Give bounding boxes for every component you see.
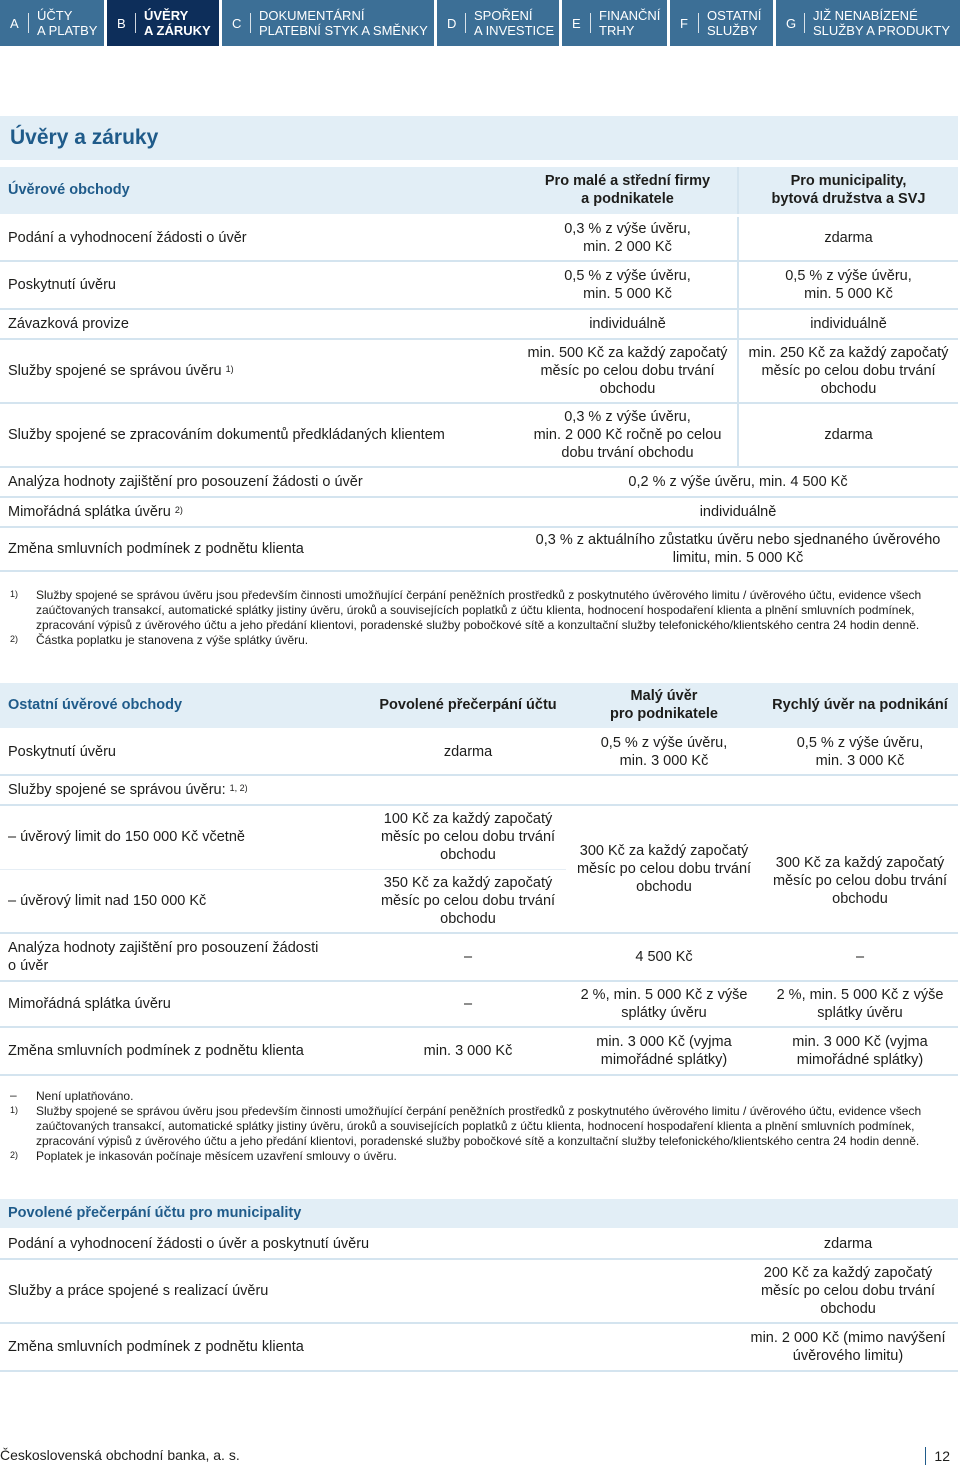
- tab-letter: D: [447, 15, 457, 31]
- tab-divider: [250, 13, 251, 33]
- column-header: Pro malé a střední firmy a podnikatele: [544, 173, 711, 208]
- page-number-text: 12: [934, 1448, 950, 1464]
- cell-value: 2 %, min. 5 000 Kč z výše splátky úvěru: [580, 987, 748, 1021]
- cell-value: min. 250 Kč za každý započatý měsíc po celou dobu trvání obchodu: [738, 339, 958, 403]
- table-row: [0, 527, 958, 571]
- table-row: [0, 805, 958, 869]
- tab-letter: A: [10, 15, 19, 31]
- tab-letter: F: [680, 15, 688, 31]
- table-row: [0, 1323, 958, 1371]
- row-label: – úvěrový limit nad 150 000 Kč: [8, 892, 207, 909]
- cell-value: min. 500 Kč za každý započatý měsíc po celou dobu trvání obchodu: [527, 345, 728, 397]
- footnote-mark: 2): [10, 1150, 19, 1160]
- table-header-row: [0, 1199, 958, 1229]
- tab-sporeni-a-investice[interactable]: [437, 0, 559, 46]
- top-navigation: [0, 0, 960, 46]
- cell-value: 0,5 % z výše úvěru, min. 3 000 Kč: [796, 735, 924, 770]
- footnote: [10, 1104, 930, 1149]
- row-label: Poskytnutí úvěru: [8, 744, 116, 761]
- row-label: Analýza hodnoty zajištění pro posouzení žádosti o úvěr: [8, 474, 363, 490]
- cell-value: 350 Kč za každý započatý měsíc po celou dobu trvání obchodu: [380, 874, 556, 927]
- tab-ucty-a-platby[interactable]: [0, 0, 104, 46]
- footnote: [10, 1089, 930, 1104]
- cell-value: min. 3 000 Kč: [423, 1043, 513, 1059]
- footnotes: [10, 1089, 930, 1164]
- column-header: Rychlý úvěr na podnikání: [772, 697, 948, 714]
- tab-divider: [28, 13, 29, 33]
- table-header-row: [0, 167, 958, 215]
- table-row: [0, 339, 958, 403]
- row-label: Analýza hodnoty zajištění pro posouzení žádosti o úvěr: [8, 940, 319, 974]
- cell-value: 300 Kč za každý započatý měsíc po celou dobu trvání obchodu: [576, 843, 752, 895]
- footnote-text: Služby spojené se správou úvěru jsou především činnosti umožňující čerpání peněžních prostředků z poskytnutého úvěrového limitu / úvěrového účtu, evidence všech zaúčtovaných transakcí, automatické splátky jistiny úvěru, úroků a souvisejících poplatků z účtu klienta, hodnocení hospodaření klienta a plnění smluvních podmínek, zpracování výpisů z úvěrového účtu a jeho předání klientovi, poradenské služby pobočkové sítě a konzultační služby telefonického/klientského centra 24 hodin denně.: [36, 588, 922, 632]
- table-row: [0, 1229, 958, 1259]
- cell-value: 0,3 % z aktuálního zůstatku úvěru nebo sjednaného úvěrového limitu, min. 5 000 Kč: [535, 532, 941, 566]
- row-label: Služby spojené se zpracováním dokumentů předkládaných klientem: [8, 427, 445, 443]
- cell-value: 100 Kč za každý započatý měsíc po celou dobu trvání obchodu: [380, 811, 556, 864]
- row-label: Podání a vyhodnocení žádosti o úvěr a poskytnutí úvěru: [8, 1236, 370, 1253]
- footnote-text: Není uplatňováno.: [36, 1089, 134, 1103]
- column-header: Úvěrové obchody: [8, 182, 130, 199]
- cell-value: min. 2 000 Kč (mimo navýšení úvěrového limitu): [750, 1330, 946, 1364]
- row-label: Mimořádná splátka úvěru: [8, 996, 171, 1012]
- row-label-text: Mimořádná splátka úvěru: [8, 504, 171, 520]
- table-row: [0, 981, 958, 1027]
- cell-value: individuálně: [699, 504, 777, 520]
- column-header: Ostatní úvěrové obchody: [8, 697, 183, 714]
- table-row: [0, 1259, 958, 1323]
- divider: [925, 1447, 926, 1465]
- tab-letter: G: [786, 15, 797, 31]
- column-header: Pro municipality, bytová družstva a SVJ: [738, 167, 958, 215]
- footnote-mark: 2): [10, 634, 19, 644]
- cell-value: zdarma: [823, 1236, 873, 1253]
- row-label: [0, 775, 958, 805]
- cell-value: zdarma: [443, 744, 493, 761]
- tab-financni-trhy[interactable]: [562, 0, 667, 46]
- tab-dokumentarni-platebni-styk[interactable]: [222, 0, 434, 46]
- row-label: Závazková provize: [8, 316, 129, 332]
- tab-label: SPOŘENÍ A INVESTICE: [474, 8, 555, 38]
- tab-uvery-a-zaruky[interactable]: [107, 0, 219, 46]
- footnote-text: Částka poplatku je stanovena z výše splátky úvěru.: [36, 633, 309, 647]
- loan-fees-table: [0, 167, 958, 572]
- row-label: Služby a práce spojené s realizací úvěru: [8, 1283, 269, 1299]
- cell-value: –: [463, 996, 473, 1012]
- table-header-row: [0, 683, 958, 729]
- footnote-mark: 1): [10, 589, 19, 599]
- tab-jiz-nenabizene[interactable]: [776, 0, 960, 46]
- cell-value: 0,3 % z výše úvěru, min. 2 000 Kč: [564, 221, 691, 256]
- row-label: – úvěrový limit do 150 000 Kč včetně: [8, 829, 245, 846]
- table-row: [0, 261, 958, 309]
- footnote: [10, 588, 930, 633]
- cell-value: 200 Kč za každý započatý měsíc po celou dobu trvání obchodu: [760, 1265, 936, 1317]
- tab-letter: B: [117, 15, 126, 31]
- page-title: Úvěry a záruky: [0, 116, 958, 160]
- table-row: [0, 497, 958, 527]
- footnote-mark: 1): [10, 1105, 19, 1115]
- tab-label: JIŽ NENABÍZENÉ SLUŽBY A PRODUKTY: [813, 8, 951, 38]
- cell-value: 2 %, min. 5 000 Kč z výše splátky úvěru: [776, 987, 944, 1021]
- cell-value: 300 Kč za každý započatý měsíc po celou dobu trvání obchodu: [772, 855, 948, 907]
- table-row: [0, 467, 958, 497]
- footer-brand: Československá obchodní banka, a. s.: [0, 1447, 240, 1463]
- footnote: [10, 633, 930, 648]
- table-row: [0, 775, 958, 805]
- cell-value: 0,5 % z výše úvěru, min. 5 000 Kč: [738, 261, 958, 309]
- row-label-text: Služby spojené se správou úvěru:: [8, 782, 226, 798]
- footnotes: [10, 588, 930, 648]
- table-row: [0, 729, 958, 775]
- row-label: Změna smluvních podmínek z podnětu klienta: [8, 541, 304, 557]
- cell-value: –: [855, 949, 865, 965]
- row-label: Poskytnutí úvěru: [8, 277, 116, 293]
- tab-divider: [135, 13, 136, 33]
- cell-value: individuálně: [738, 309, 958, 339]
- footnote-text: Služby spojené se správou úvěru jsou především činnosti umožňující čerpání peněžních prostředků z poskytnutého úvěrového limitu / úvěrového účtu, evidence všech zaúčtovaných transakcí, automatické splátky jistiny úvěru, úroků a souvisejících poplatků z účtu klienta, hodnocení hospodaření klienta a plnění smluvních podmínek, zpracování výpisů z úvěrového účtu a jeho předání klientovi, poradenské služby pobočkové sítě a konzultační služby telefonického/klientského centra 24 hodin denně.: [36, 1104, 922, 1148]
- footnote-ref: 1, 2): [229, 783, 248, 793]
- cell-value: 4 500 Kč: [635, 949, 693, 965]
- cell-value: 0,5 % z výše úvěru, min. 3 000 Kč: [600, 735, 728, 770]
- tab-label: ÚVĚRY A ZÁRUKY: [144, 8, 211, 38]
- row-label-text: Služby spojené se správou úvěru: [8, 363, 222, 379]
- table-row: [0, 309, 958, 339]
- row-label: Podání a vyhodnocení žádosti o úvěr: [8, 230, 247, 247]
- cell-value: individuálně: [589, 316, 666, 332]
- footnote-mark: –: [10, 1088, 17, 1102]
- footnote-ref: 1): [225, 364, 234, 374]
- tab-letter: E: [572, 15, 581, 31]
- table-row: [0, 215, 958, 261]
- cell-value: 0,5 % z výše úvěru, min. 5 000 Kč: [564, 268, 691, 302]
- cell-value: min. 3 000 Kč (vyjma mimořádné splátky): [792, 1034, 928, 1068]
- tab-divider: [698, 13, 699, 33]
- column-header: Povolené přečerpání účtu pro municipality: [8, 1205, 302, 1222]
- tab-label: DOKUMENTÁRNÍ PLATEBNÍ STYK A SMĚNKY: [259, 8, 428, 38]
- tab-label: ÚČTY A PLATBY: [37, 8, 98, 38]
- other-loans-table: [0, 683, 958, 1076]
- footnote-text: Poplatek je inkasován počínaje měsícem uzavření smlouvy o úvěru.: [36, 1149, 397, 1163]
- cell-value: 0,3 % z výše úvěru, min. 2 000 Kč ročně po celou dobu trvání obchodu: [533, 409, 722, 461]
- municipality-overdraft-table: [0, 1199, 958, 1372]
- tab-divider: [590, 13, 591, 33]
- tab-label: FINANČNÍ TRHY: [599, 8, 661, 38]
- column-header: Povolené přečerpání účtu: [379, 697, 557, 714]
- tab-label: OSTATNÍ SLUŽBY: [707, 8, 762, 38]
- cell-value: min. 3 000 Kč (vyjma mimořádné splátky): [596, 1034, 732, 1068]
- row-label: Změna smluvních podmínek z podnětu klienta: [8, 1339, 304, 1355]
- page-number: [925, 1447, 950, 1465]
- row-label: [0, 339, 518, 403]
- footnote-ref: 2): [174, 505, 183, 515]
- tab-ostatni-sluzby[interactable]: [670, 0, 773, 46]
- column-header: Malý úvěr pro podnikatele: [610, 688, 718, 723]
- tab-divider: [465, 13, 466, 33]
- cell-value: zdarma: [738, 403, 958, 467]
- table-row: [0, 403, 958, 467]
- table-row: [0, 933, 958, 981]
- cell-value: –: [463, 949, 473, 965]
- row-label: [0, 497, 518, 527]
- tab-letter: C: [232, 15, 242, 31]
- cell-value: zdarma: [738, 215, 958, 261]
- cell-value: 0,2 % z výše úvěru, min. 4 500 Kč: [628, 474, 848, 490]
- row-label: Změna smluvních podmínek z podnětu klienta: [8, 1043, 304, 1059]
- tab-divider: [804, 13, 805, 33]
- footnote: [10, 1149, 930, 1164]
- table-row: [0, 1027, 958, 1075]
